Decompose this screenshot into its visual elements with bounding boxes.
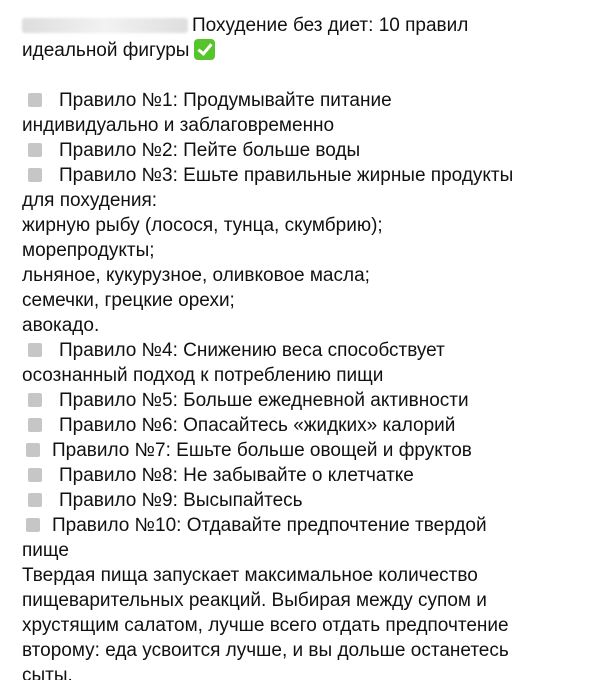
rule-8-text: Правило №8: Не забывайте о клетчатке — [59, 465, 414, 486]
list-item: льняное, кукурузное, оливковое масла; — [22, 265, 370, 286]
obscured-title-prefix — [22, 18, 188, 33]
rule-1 — [22, 88, 570, 113]
white-square-icon — [28, 168, 42, 182]
rule-2 — [22, 138, 570, 163]
rule-6 — [22, 413, 570, 438]
rule-10 — [22, 513, 570, 538]
rule-5 — [22, 388, 570, 413]
white-square-icon — [28, 418, 42, 432]
paragraph-line: пищеварительных реакций. Выбирая между супом и — [22, 590, 487, 611]
white-square-icon — [28, 393, 42, 407]
rule-4 — [22, 338, 570, 363]
rule-10-text: Правило №10: Отдавайте предпочтение твердой — [52, 515, 487, 536]
rule-2-text: Правило №2: Пейте больше воды — [59, 140, 361, 161]
rule-6-text: Правило №6: Опасайтесь «жидких» калорий — [59, 415, 456, 436]
paragraph-line: сыты. — [22, 665, 73, 680]
check-mark-button-icon — [194, 39, 215, 60]
rule-10-continued: пище — [22, 540, 69, 561]
list-item: семечки, грецкие орехи; — [22, 290, 235, 311]
rule-9 — [22, 488, 570, 513]
white-square-icon — [28, 468, 42, 482]
rule-3-text: Правило №3: Ешьте правильные жирные продукты — [59, 165, 514, 186]
title-line-2 — [22, 38, 570, 63]
article-body — [22, 13, 570, 680]
list-item: авокадо. — [22, 315, 100, 336]
rule-1-text: Правило №1: Продумывайте питание — [59, 90, 392, 111]
white-square-icon — [28, 343, 42, 357]
white-square-icon — [26, 443, 40, 457]
rule-3 — [22, 163, 570, 188]
rule-7 — [22, 438, 570, 463]
title-text-1: Похудение без диет: 10 правил — [192, 15, 469, 36]
rule-3-continued: для похудения: — [22, 190, 158, 211]
rule-7-text: Правило №7: Ешьте больше овощей и фруктов — [52, 440, 472, 461]
rule-4-text: Правило №4: Снижению веса способствует — [59, 340, 445, 361]
rule-8 — [22, 463, 570, 488]
rule-5-text: Правило №5: Больше ежедневной активности — [59, 390, 469, 411]
list-item: жирную рыбу (лосося, тунца, скумбрию); — [22, 215, 383, 236]
rule-4-continued: осознанный подход к потреблению пищи — [22, 365, 384, 386]
title-text-2: идеальной фигуры — [22, 40, 190, 61]
rule-1-continued: индивидуально и заблаговременно — [22, 115, 335, 136]
white-square-icon — [26, 518, 40, 532]
paragraph-line: Твердая пища запускает максимальное количество — [22, 565, 478, 586]
paragraph-line: второму: еда усвоится лучше, и вы дольше останетесь — [22, 640, 509, 661]
paragraph-line: хрустящим салатом, лучше всего отдать предпочтение — [22, 615, 509, 636]
white-square-icon — [28, 143, 42, 157]
spacer — [22, 63, 570, 88]
list-item: морепродукты; — [22, 240, 155, 261]
white-square-icon — [28, 93, 42, 107]
white-square-icon — [28, 493, 42, 507]
rule-9-text: Правило №9: Высыпайтесь — [59, 490, 303, 511]
title-line-1 — [22, 13, 570, 38]
